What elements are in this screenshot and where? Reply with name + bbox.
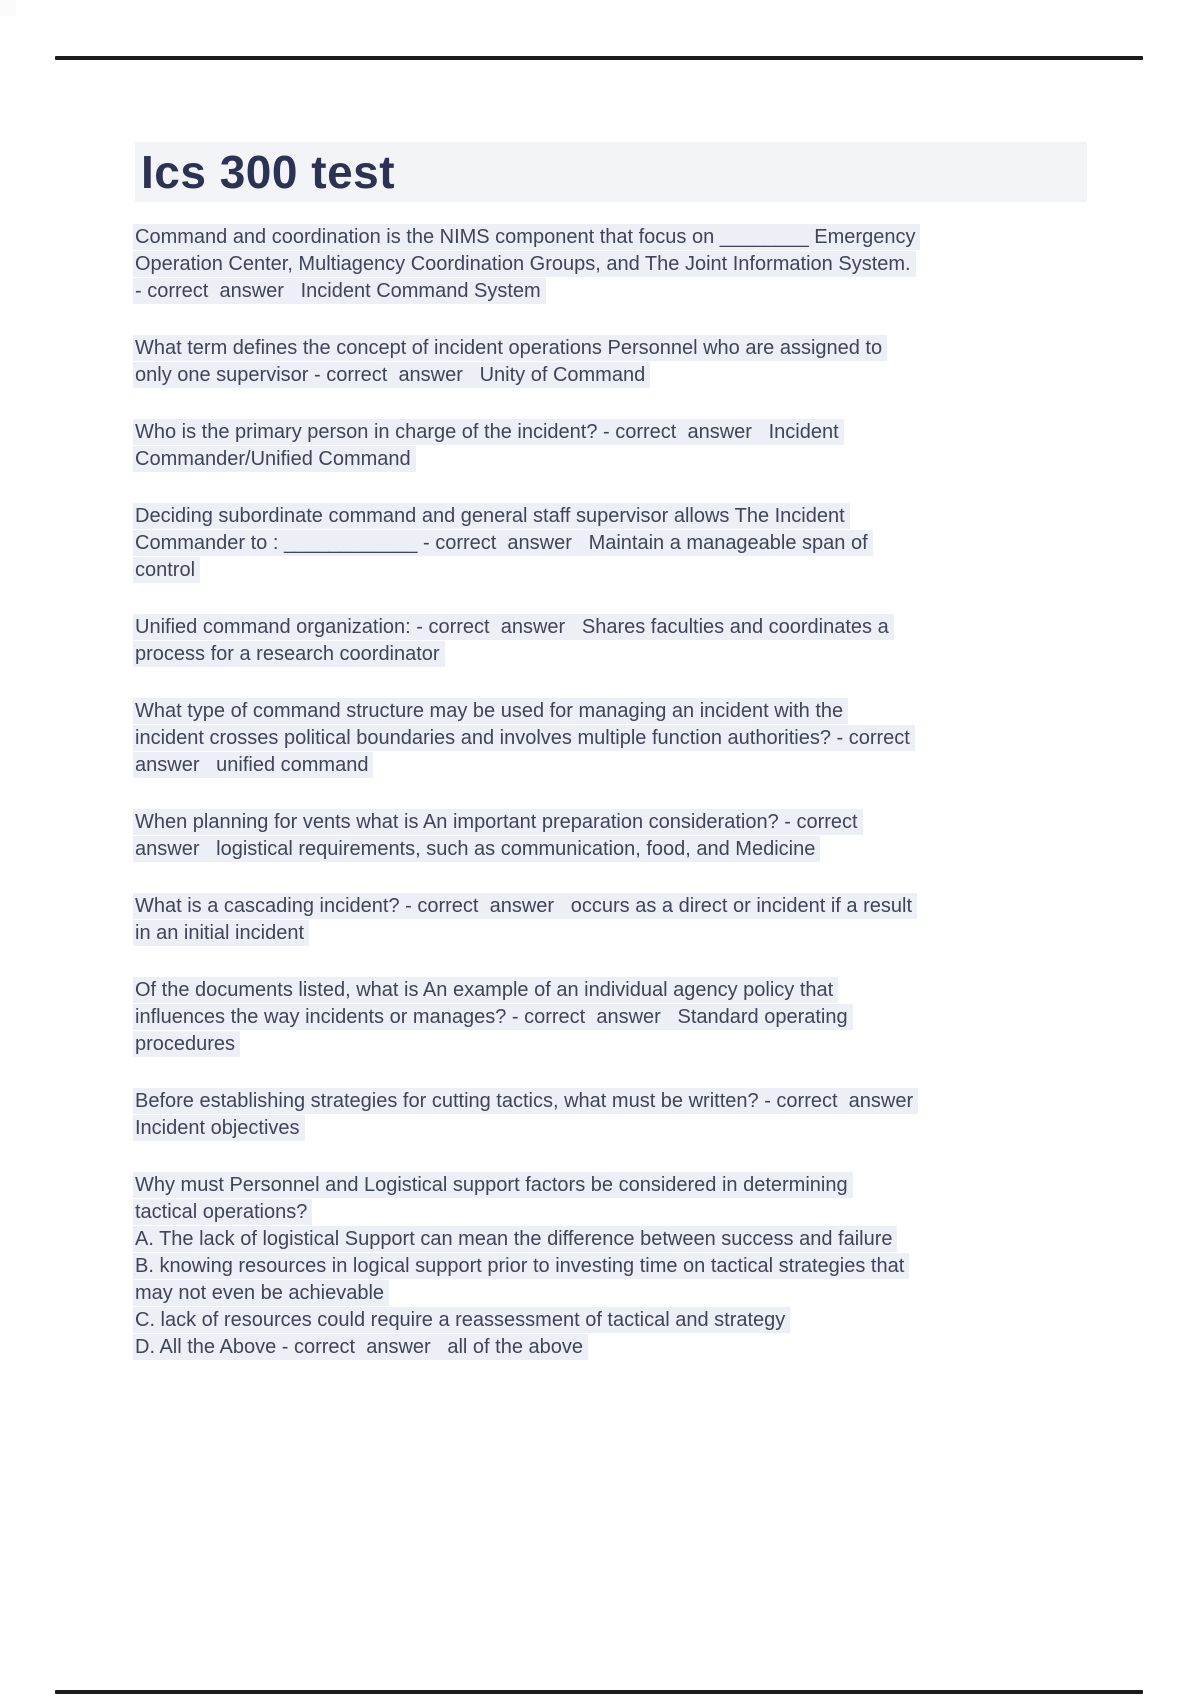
paragraph	[135, 809, 1095, 863]
paragraph	[135, 893, 1095, 947]
text-line: Command and coordination is the NIMS component that focus on ________ Emergency	[135, 224, 1095, 251]
bottom-rule	[55, 1690, 1143, 1694]
paragraph	[135, 614, 1095, 668]
text-line: answer logistical requirements, such as communication, food, and Medicine	[135, 836, 1095, 863]
text-line: - correct answer Incident Command System	[135, 278, 1095, 305]
text-line: tactical operations?	[135, 1199, 1095, 1226]
text-line: Incident objectives	[135, 1115, 1095, 1142]
paragraph	[135, 698, 1095, 779]
text-line: What is a cascading incident? - correct answer occurs as a direct or incident if a result	[135, 893, 1095, 920]
paragraph	[135, 503, 1095, 584]
text-line: Operation Center, Multiagency Coordination Groups, and The Joint Information System.	[135, 251, 1095, 278]
top-rule	[55, 56, 1143, 60]
scan-corner-artifact	[0, 0, 16, 16]
text-line: What term defines the concept of incident operations Personnel who are assigned to	[135, 335, 1095, 362]
title-highlight-band	[135, 142, 1087, 202]
text-line: influences the way incidents or manages? - correct answer Standard operating	[135, 1004, 1095, 1031]
text-line: Why must Personnel and Logistical support factors be considered in determining	[135, 1172, 1095, 1199]
text-line: Commander to : ____________ - correct answer Maintain a manageable span of	[135, 530, 1095, 557]
text-line: Deciding subordinate command and general staff supervisor allows The Incident	[135, 503, 1095, 530]
text-line: Of the documents listed, what is An example of an individual agency policy that	[135, 977, 1095, 1004]
text-line: What type of command structure may be used for managing an incident with the	[135, 698, 1095, 725]
paragraph	[135, 224, 1095, 305]
text-line: Commander/Unified Command	[135, 446, 1095, 473]
text-line: Before establishing strategies for cutting tactics, what must be written? - correct answer	[135, 1088, 1095, 1115]
text-line: A. The lack of logistical Support can mean the difference between success and failure	[135, 1226, 1095, 1253]
text-line: D. All the Above - correct answer all of the above	[135, 1334, 1095, 1361]
text-line: process for a research coordinator	[135, 641, 1095, 668]
text-line: answer unified command	[135, 752, 1095, 779]
text-line: control	[135, 557, 1095, 584]
text-line: Who is the primary person in charge of the incident? - correct answer Incident	[135, 419, 1095, 446]
text-line: incident crosses political boundaries and involves multiple function authorities? - correct	[135, 725, 1095, 752]
paragraph	[135, 1088, 1095, 1142]
text-line: When planning for vents what is An important preparation consideration? - correct	[135, 809, 1095, 836]
text-line: B. knowing resources in logical support prior to investing time on tactical strategies that	[135, 1253, 1095, 1280]
document-body	[135, 224, 1095, 1391]
text-line: in an initial incident	[135, 920, 1095, 947]
text-line: procedures	[135, 1031, 1095, 1058]
paragraph	[135, 335, 1095, 389]
text-line: C. lack of resources could require a reassessment of tactical and strategy	[135, 1307, 1095, 1334]
paragraph	[135, 977, 1095, 1058]
page-title: Ics 300 test	[141, 146, 396, 198]
paragraph	[135, 1172, 1095, 1361]
text-line: only one supervisor - correct answer Unity of Command	[135, 362, 1095, 389]
paragraph	[135, 419, 1095, 473]
text-line: Unified command organization: - correct answer Shares faculties and coordinates a	[135, 614, 1095, 641]
text-line: may not even be achievable	[135, 1280, 1095, 1307]
